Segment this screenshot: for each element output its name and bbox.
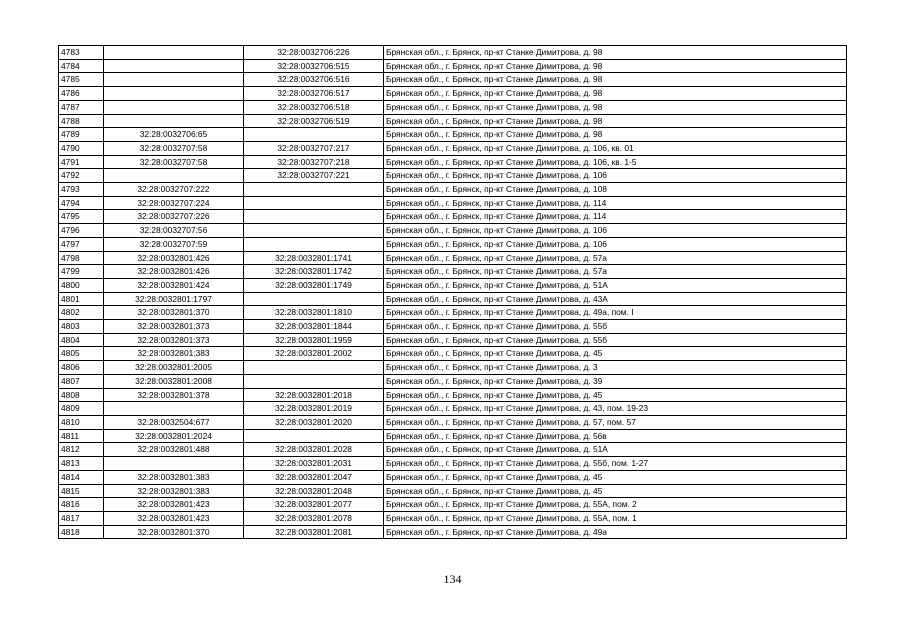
object-cadastral-number-cell: 32:28:0032801:2077 bbox=[244, 498, 384, 512]
object-cadastral-number-cell: 32:28:0032801:1844 bbox=[244, 320, 384, 334]
address-cell: Брянская обл., г. Брянск, пр-кт Станке Димитрова, д. 56в bbox=[384, 429, 847, 443]
address-cell: Брянская обл., г. Брянск, пр-кт Станке Димитрова, д. 43А bbox=[384, 292, 847, 306]
row-number-cell: 4807 bbox=[59, 374, 104, 388]
object-cadastral-number-cell: 32:28:0032801:1742 bbox=[244, 265, 384, 279]
row-number-cell: 4810 bbox=[59, 415, 104, 429]
table-row bbox=[59, 429, 847, 443]
object-cadastral-number-cell: 32:28:0032706:518 bbox=[244, 100, 384, 114]
address-cell: Брянская обл., г. Брянск, пр-кт Станке Димитрова, д. 55А, пом. 2 bbox=[384, 498, 847, 512]
land-cadastral-number-cell bbox=[104, 169, 244, 183]
object-cadastral-number-cell bbox=[244, 429, 384, 443]
row-number-cell: 4786 bbox=[59, 87, 104, 101]
table-row bbox=[59, 470, 847, 484]
object-cadastral-number-cell: 32:28:0032801:2020 bbox=[244, 415, 384, 429]
row-number-cell: 4792 bbox=[59, 169, 104, 183]
row-number-cell: 4790 bbox=[59, 141, 104, 155]
object-cadastral-number-cell bbox=[244, 292, 384, 306]
object-cadastral-number-cell bbox=[244, 361, 384, 375]
address-cell: Брянская обл., г. Брянск, пр-кт Станке Димитрова, д. 49а bbox=[384, 525, 847, 539]
table-row bbox=[59, 224, 847, 238]
table-row bbox=[59, 498, 847, 512]
table-row bbox=[59, 210, 847, 224]
object-cadastral-number-cell: 32:28:0032801:1741 bbox=[244, 251, 384, 265]
table-row bbox=[59, 196, 847, 210]
land-cadastral-number-cell: 32:28:0032801:383 bbox=[104, 347, 244, 361]
address-cell: Брянская обл., г. Брянск, пр-кт Станке Димитрова, д. 55б, пом. 1-27 bbox=[384, 457, 847, 471]
land-cadastral-number-cell: 32:28:0032707:56 bbox=[104, 224, 244, 238]
land-cadastral-number-cell: 32:28:0032801:2024 bbox=[104, 429, 244, 443]
table-row bbox=[59, 265, 847, 279]
row-number-cell: 4817 bbox=[59, 511, 104, 525]
address-cell: Брянская обл., г. Брянск, пр-кт Станке Димитрова, д. 106, кв. 01 bbox=[384, 141, 847, 155]
table-row bbox=[59, 374, 847, 388]
row-number-cell: 4803 bbox=[59, 320, 104, 334]
object-cadastral-number-cell: 32:28:0032706:516 bbox=[244, 73, 384, 87]
land-cadastral-number-cell: 32:28:0032801:423 bbox=[104, 511, 244, 525]
row-number-cell: 4794 bbox=[59, 196, 104, 210]
address-cell: Брянская обл., г. Брянск, пр-кт Станке Димитрова, д. 98 bbox=[384, 87, 847, 101]
land-cadastral-number-cell: 32:28:0032801:383 bbox=[104, 484, 244, 498]
table-row bbox=[59, 183, 847, 197]
land-cadastral-number-cell: 32:28:0032801:426 bbox=[104, 251, 244, 265]
address-cell: Брянская обл., г. Брянск, пр-кт Станке Димитрова, д. 55А, пом. 1 bbox=[384, 511, 847, 525]
land-cadastral-number-cell: 32:28:0032801:2005 bbox=[104, 361, 244, 375]
table-row bbox=[59, 114, 847, 128]
address-cell: Брянская обл., г. Брянск, пр-кт Станке Димитрова, д. 98 bbox=[384, 46, 847, 60]
land-cadastral-number-cell: 32:28:0032801:1797 bbox=[104, 292, 244, 306]
registry-table bbox=[58, 45, 847, 539]
object-cadastral-number-cell bbox=[244, 196, 384, 210]
address-cell: Брянская обл., г. Брянск, пр-кт Станке Димитрова, д. 51А bbox=[384, 278, 847, 292]
row-number-cell: 4814 bbox=[59, 470, 104, 484]
address-cell: Брянская обл., г. Брянск, пр-кт Станке Димитрова, д. 106 bbox=[384, 169, 847, 183]
page-number: 134 bbox=[443, 572, 462, 586]
row-number-cell: 4793 bbox=[59, 183, 104, 197]
object-cadastral-number-cell: 32:28:0032801:1959 bbox=[244, 333, 384, 347]
table-row bbox=[59, 237, 847, 251]
object-cadastral-number-cell: 32:28:0032707:218 bbox=[244, 155, 384, 169]
table-row bbox=[59, 457, 847, 471]
table-row bbox=[59, 306, 847, 320]
address-cell: Брянская обл., г. Брянск, пр-кт Станке Димитрова, д. 98 bbox=[384, 73, 847, 87]
row-number-cell: 4802 bbox=[59, 306, 104, 320]
address-cell: Брянская обл., г. Брянск, пр-кт Станке Димитрова, д. 57, пом. 57 bbox=[384, 415, 847, 429]
object-cadastral-number-cell: 32:28:0032801:2018 bbox=[244, 388, 384, 402]
row-number-cell: 4800 bbox=[59, 278, 104, 292]
object-cadastral-number-cell: 32:28:0032706:519 bbox=[244, 114, 384, 128]
land-cadastral-number-cell: 32:28:0032801:423 bbox=[104, 498, 244, 512]
object-cadastral-number-cell: 32:28:0032801:2078 bbox=[244, 511, 384, 525]
table-row bbox=[59, 525, 847, 539]
address-cell: Брянская обл., г. Брянск, пр-кт Станке Димитрова, д. 55б bbox=[384, 320, 847, 334]
row-number-cell: 4813 bbox=[59, 457, 104, 471]
row-number-cell: 4798 bbox=[59, 251, 104, 265]
land-cadastral-number-cell bbox=[104, 87, 244, 101]
table-row bbox=[59, 155, 847, 169]
address-cell: Брянская обл., г. Брянск, пр-кт Станке Димитрова, д. 3 bbox=[384, 361, 847, 375]
table-row bbox=[59, 251, 847, 265]
row-number-cell: 4783 bbox=[59, 46, 104, 60]
address-cell: Брянская обл., г. Брянск, пр-кт Станке Димитрова, д. 106 bbox=[384, 224, 847, 238]
address-cell: Брянская обл., г. Брянск, пр-кт Станке Димитрова, д. 45 bbox=[384, 470, 847, 484]
row-number-cell: 4797 bbox=[59, 237, 104, 251]
row-number-cell: 4791 bbox=[59, 155, 104, 169]
address-cell: Брянская обл., г. Брянск, пр-кт Станке Димитрова, д. 106, кв. 1-5 bbox=[384, 155, 847, 169]
address-cell: Брянская обл., г. Брянск, пр-кт Станке Димитрова, д. 98 bbox=[384, 128, 847, 142]
table-row bbox=[59, 347, 847, 361]
row-number-cell: 4805 bbox=[59, 347, 104, 361]
table-row bbox=[59, 46, 847, 60]
land-cadastral-number-cell: 32:28:0032801:373 bbox=[104, 333, 244, 347]
row-number-cell: 4795 bbox=[59, 210, 104, 224]
address-cell: Брянская обл., г. Брянск, пр-кт Станке Димитрова, д. 98 bbox=[384, 100, 847, 114]
table-row bbox=[59, 415, 847, 429]
address-cell: Брянская обл., г. Брянск, пр-кт Станке Димитрова, д. 57а bbox=[384, 251, 847, 265]
table-row bbox=[59, 333, 847, 347]
table-row bbox=[59, 169, 847, 183]
table-row bbox=[59, 388, 847, 402]
table-row bbox=[59, 128, 847, 142]
address-cell: Брянская обл., г. Брянск, пр-кт Станке Димитрова, д. 45 bbox=[384, 484, 847, 498]
land-cadastral-number-cell: 32:28:0032707:58 bbox=[104, 155, 244, 169]
row-number-cell: 4812 bbox=[59, 443, 104, 457]
object-cadastral-number-cell: 32:28:0032801:2002 bbox=[244, 347, 384, 361]
table-row bbox=[59, 511, 847, 525]
row-number-cell: 4818 bbox=[59, 525, 104, 539]
object-cadastral-number-cell: 32:28:0032801:2047 bbox=[244, 470, 384, 484]
object-cadastral-number-cell: 32:28:0032801:1810 bbox=[244, 306, 384, 320]
land-cadastral-number-cell bbox=[104, 402, 244, 416]
address-cell: Брянская обл., г. Брянск, пр-кт Станке Димитрова, д. 51А bbox=[384, 443, 847, 457]
table-row bbox=[59, 59, 847, 73]
row-number-cell: 4816 bbox=[59, 498, 104, 512]
object-cadastral-number-cell bbox=[244, 374, 384, 388]
address-cell: Брянская обл., г. Брянск, пр-кт Станке Димитрова, д. 114 bbox=[384, 210, 847, 224]
registry-table-body bbox=[59, 46, 847, 539]
address-cell: Брянская обл., г. Брянск, пр-кт Станке Димитрова, д. 108 bbox=[384, 183, 847, 197]
object-cadastral-number-cell bbox=[244, 237, 384, 251]
row-number-cell: 4804 bbox=[59, 333, 104, 347]
row-number-cell: 4815 bbox=[59, 484, 104, 498]
row-number-cell: 4799 bbox=[59, 265, 104, 279]
table-row bbox=[59, 402, 847, 416]
table-row bbox=[59, 278, 847, 292]
row-number-cell: 4785 bbox=[59, 73, 104, 87]
land-cadastral-number-cell: 32:28:0032707:222 bbox=[104, 183, 244, 197]
land-cadastral-number-cell: 32:28:0032801:370 bbox=[104, 306, 244, 320]
table-row bbox=[59, 141, 847, 155]
object-cadastral-number-cell: 32:28:0032707:221 bbox=[244, 169, 384, 183]
land-cadastral-number-cell: 32:28:0032801:488 bbox=[104, 443, 244, 457]
land-cadastral-number-cell bbox=[104, 46, 244, 60]
object-cadastral-number-cell bbox=[244, 128, 384, 142]
address-cell: Брянская обл., г. Брянск, пр-кт Станке Димитрова, д. 45 bbox=[384, 347, 847, 361]
row-number-cell: 4809 bbox=[59, 402, 104, 416]
land-cadastral-number-cell: 32:28:0032801:2008 bbox=[104, 374, 244, 388]
row-number-cell: 4789 bbox=[59, 128, 104, 142]
row-number-cell: 4808 bbox=[59, 388, 104, 402]
object-cadastral-number-cell bbox=[244, 210, 384, 224]
object-cadastral-number-cell: 32:28:0032706:517 bbox=[244, 87, 384, 101]
object-cadastral-number-cell: 32:28:0032801:2028 bbox=[244, 443, 384, 457]
land-cadastral-number-cell: 32:28:0032706:65 bbox=[104, 128, 244, 142]
address-cell: Брянская обл., г. Брянск, пр-кт Станке Димитрова, д. 49а, пом. I bbox=[384, 306, 847, 320]
land-cadastral-number-cell bbox=[104, 73, 244, 87]
address-cell: Брянская обл., г. Брянск, пр-кт Станке Димитрова, д. 45 bbox=[384, 388, 847, 402]
land-cadastral-number-cell: 32:28:0032707:58 bbox=[104, 141, 244, 155]
land-cadastral-number-cell bbox=[104, 114, 244, 128]
row-number-cell: 4796 bbox=[59, 224, 104, 238]
land-cadastral-number-cell: 32:28:0032801:383 bbox=[104, 470, 244, 484]
table-row bbox=[59, 87, 847, 101]
object-cadastral-number-cell: 32:28:0032706:515 bbox=[244, 59, 384, 73]
address-cell: Брянская обл., г. Брянск, пр-кт Станке Димитрова, д. 55б bbox=[384, 333, 847, 347]
object-cadastral-number-cell: 32:28:0032801:2031 bbox=[244, 457, 384, 471]
object-cadastral-number-cell bbox=[244, 224, 384, 238]
land-cadastral-number-cell bbox=[104, 457, 244, 471]
table-row bbox=[59, 73, 847, 87]
address-cell: Брянская обл., г. Брянск, пр-кт Станке Димитрова, д. 98 bbox=[384, 114, 847, 128]
row-number-cell: 4801 bbox=[59, 292, 104, 306]
row-number-cell: 4811 bbox=[59, 429, 104, 443]
land-cadastral-number-cell: 32:28:0032504:677 bbox=[104, 415, 244, 429]
address-cell: Брянская обл., г. Брянск, пр-кт Станке Димитрова, д. 43, пом. 19-23 bbox=[384, 402, 847, 416]
address-cell: Брянская обл., г. Брянск, пр-кт Станке Димитрова, д. 106 bbox=[384, 237, 847, 251]
table-row bbox=[59, 443, 847, 457]
object-cadastral-number-cell: 32:28:0032801:2019 bbox=[244, 402, 384, 416]
object-cadastral-number-cell bbox=[244, 183, 384, 197]
land-cadastral-number-cell bbox=[104, 59, 244, 73]
row-number-cell: 4787 bbox=[59, 100, 104, 114]
land-cadastral-number-cell bbox=[104, 100, 244, 114]
land-cadastral-number-cell: 32:28:0032707:226 bbox=[104, 210, 244, 224]
address-cell: Брянская обл., г. Брянск, пр-кт Станке Димитрова, д. 57а bbox=[384, 265, 847, 279]
row-number-cell: 4806 bbox=[59, 361, 104, 375]
object-cadastral-number-cell: 32:28:0032706:226 bbox=[244, 46, 384, 60]
object-cadastral-number-cell: 32:28:0032801:2048 bbox=[244, 484, 384, 498]
table-row bbox=[59, 361, 847, 375]
land-cadastral-number-cell: 32:28:0032801:373 bbox=[104, 320, 244, 334]
object-cadastral-number-cell: 32:28:0032801:2081 bbox=[244, 525, 384, 539]
address-cell: Брянская обл., г. Брянск, пр-кт Станке Димитрова, д. 39 bbox=[384, 374, 847, 388]
address-cell: Брянская обл., г. Брянск, пр-кт Станке Димитрова, д. 98 bbox=[384, 59, 847, 73]
land-cadastral-number-cell: 32:28:0032707:59 bbox=[104, 237, 244, 251]
table-row bbox=[59, 100, 847, 114]
row-number-cell: 4788 bbox=[59, 114, 104, 128]
land-cadastral-number-cell: 32:28:0032707:224 bbox=[104, 196, 244, 210]
table-row bbox=[59, 292, 847, 306]
address-cell: Брянская обл., г. Брянск, пр-кт Станке Димитрова, д. 114 bbox=[384, 196, 847, 210]
object-cadastral-number-cell: 32:28:0032801:1749 bbox=[244, 278, 384, 292]
table-row bbox=[59, 484, 847, 498]
land-cadastral-number-cell: 32:28:0032801:426 bbox=[104, 265, 244, 279]
land-cadastral-number-cell: 32:28:0032801:370 bbox=[104, 525, 244, 539]
land-cadastral-number-cell: 32:28:0032801:378 bbox=[104, 388, 244, 402]
object-cadastral-number-cell: 32:28:0032707:217 bbox=[244, 141, 384, 155]
land-cadastral-number-cell: 32:28:0032801:424 bbox=[104, 278, 244, 292]
table-row bbox=[59, 320, 847, 334]
row-number-cell: 4784 bbox=[59, 59, 104, 73]
